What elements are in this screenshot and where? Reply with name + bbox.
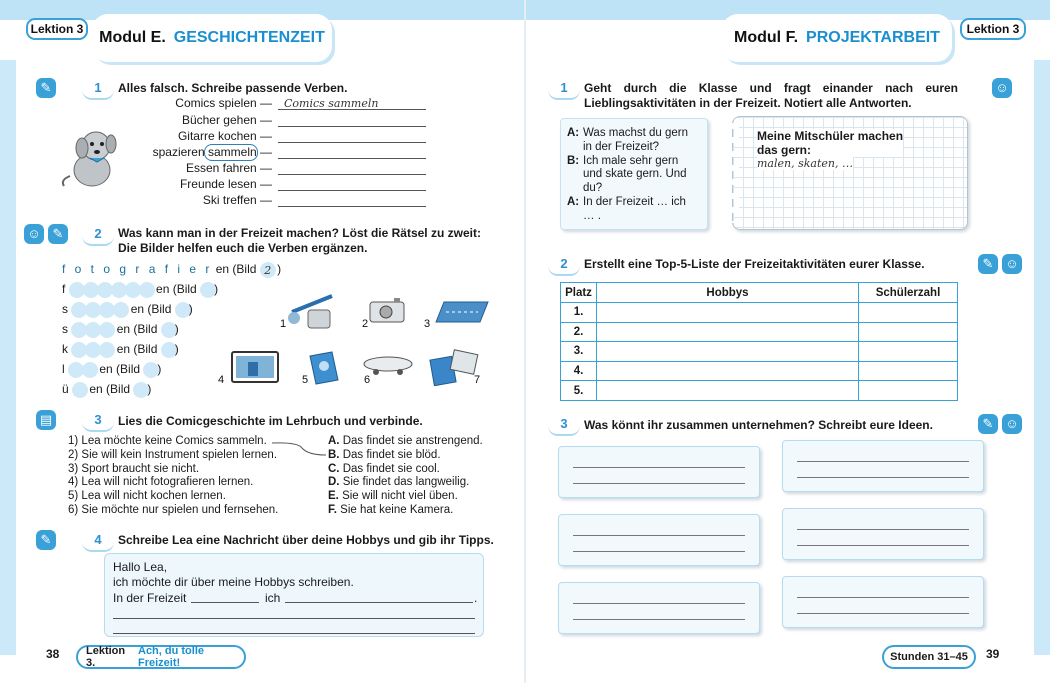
idea-note[interactable] [558,446,760,498]
list-item: 2) Sie will kein Instrument spielen lernen. [68,448,278,461]
task-instruction: Was kann man in der Freizeit machen? Löst die Rätsel zu zweit: [118,226,481,240]
task-number: 3 [86,410,110,430]
list-item: B. Das findet sie blöd. [328,448,441,461]
idea-note[interactable] [782,576,984,628]
puzzle-example: f o t o g r a f i e r en (Bild 2 ) [62,262,282,277]
idea-note[interactable] [782,508,984,560]
table-header: Platz [561,283,597,303]
list-item: E. Sie will nicht viel üben. [328,490,458,503]
message-box[interactable] [104,553,484,637]
task-number: 3 [552,414,576,434]
puzzle-row[interactable]: ü en (Bild ) [62,382,152,397]
picture-number: 1 [280,318,287,330]
table-row[interactable]: 2. [561,322,958,342]
idea-note[interactable] [558,514,760,566]
idea-note[interactable] [782,440,984,492]
picture-number: 3 [424,318,431,330]
dialog-line: … . [583,209,601,222]
ski-picture [432,298,490,328]
picture-number: 5 [302,374,309,386]
picture-number: 7 [474,374,481,386]
camera-picture [368,296,408,324]
cooking-picture [282,292,342,336]
dialog-line: du? [583,182,603,195]
list-item: Essen fahren — [185,161,272,175]
task-number: 1 [86,78,110,98]
task-number: 2 [86,224,110,244]
blank-line[interactable] [113,633,475,634]
task3-left-list [68,435,278,518]
table-row[interactable]: 4. [561,361,958,381]
message-greeting: Hallo Lea, [113,560,168,574]
message-period: . [474,591,478,605]
page-gutter [524,0,526,683]
book-picture [304,350,344,386]
answer-field[interactable] [278,177,426,191]
notebook-title: Meine Mitschüler machen das gern: [757,129,904,157]
task-instruction: Geht durch die Klasse und fragt einander nach euren [584,81,958,95]
blank-field[interactable] [191,602,259,603]
task-number: 4 [86,530,110,550]
answer-field[interactable] [278,161,426,175]
list-item: 3) Sport braucht sie nicht. [68,462,200,475]
dialog-line: B: Ich male sehr gern [567,154,679,167]
blank-line[interactable] [113,618,475,619]
group-icon: ☺ [1002,414,1022,434]
footer-left: Lektion 3. Ach, du tolle Freizeit! [76,645,246,669]
task-instruction: Lies die Comicgeschichte im Lehrbuch und verbinde. [118,414,423,428]
modul-header-left [92,14,332,62]
list-item: Bücher gehen — [181,113,272,127]
task-number: 2 [552,254,576,274]
pencil-icon: ✎ [48,224,68,244]
task3-right-list [328,435,483,518]
modul-prefix: Modul F. [734,29,799,46]
picture-number: 6 [364,374,371,386]
task-instruction: Die Bilder helfen euch die Verben ergänzen. [118,241,368,255]
table-header: Hobbys [597,283,859,303]
puzzle-row[interactable]: s en (Bild ) [62,302,193,317]
notebook-rings [727,123,739,223]
group-icon: ☺ [992,78,1012,98]
list-item: Freunde lesen — [179,177,272,191]
answer-field[interactable] [278,113,426,127]
page-number: 38 [46,647,60,661]
dialog-line: in der Freizeit? [583,140,660,153]
group-icon: ☺ [1002,254,1022,274]
list-item: A. Das findet sie anstrengend. [328,435,483,447]
list-item: Ski treffen — [202,193,272,207]
table-header: Schülerzahl [859,283,958,303]
picture-number: 2 [362,318,369,330]
puzzle-row[interactable]: k en (Bild ) [62,342,179,357]
dialog-line: A: Was machst du gern [567,127,689,139]
lektion-tab-left: Lektion 3 [26,18,88,40]
book-icon: ▤ [36,410,56,430]
dialog-line: A: In der Freizeit … ich [567,195,686,208]
pencil-icon: ✎ [36,530,56,550]
tv-picture [230,350,280,386]
task-number: 1 [552,78,576,98]
list-item: 5) Lea will nicht kochen lernen. [68,490,226,503]
notebook-card[interactable] [732,116,968,230]
answer-field[interactable] [278,145,426,159]
list-item: 1) Lea möchte keine Comics sammeln. [68,435,267,447]
message-line: In der Freizeit [113,591,187,605]
pencil-icon: ✎ [978,414,998,434]
task-instruction: Erstellt eine Top-5-Liste der Freizeitaktivitäten eurer Klasse. [584,257,925,271]
list-item: 4) Lea will nicht fotografieren lernen. [68,476,254,489]
list-item: Gitarre kochen — [177,129,272,143]
message-word: ich [265,591,281,605]
modul-title: PROJEKTARBEIT [806,29,940,46]
message-line: ich möchte dir über meine Hobbys schreiben. [113,575,354,589]
picture-number: 4 [218,374,225,386]
list-item: C. Das findet sie cool. [328,462,440,475]
modul-prefix: Modul E. [99,29,166,46]
answer-field[interactable] [278,193,426,207]
side-strip-right [1034,60,1050,655]
puzzle-row[interactable]: f en (Bild ) [62,282,219,297]
answer-field[interactable] [278,129,426,143]
table-row[interactable]: 1. [561,303,958,323]
task-instruction: Lieblingsaktivitäten in der Freizeit. Notiert alle Antworten. [584,96,912,110]
puzzle-row[interactable]: s en (Bild ) [62,322,179,337]
top5-table[interactable] [560,282,958,401]
notebook-handwriting: malen, skaten, … [757,157,853,170]
puzzle-row[interactable]: l en (Bild ) [62,362,162,377]
lektion-tab-right: Lektion 3 [960,18,1026,40]
footer-right: Stunden 31–45 [882,645,976,669]
blank-field[interactable] [285,602,473,603]
group-icon: ☺ [24,224,44,244]
dialog-card [560,118,708,230]
list-item: 6) Sie möchte nur spielen und fernsehen. [68,503,279,516]
page-number: 39 [986,647,1000,661]
task-instruction: Schreibe Lea eine Nachricht über deine Hobbys und gib ihr Tipps. [118,533,494,547]
table-row[interactable]: 5. [561,381,958,401]
pencil-icon: ✎ [36,78,56,98]
list-item: spazieren sammeln — [152,145,272,159]
task-instruction: Alles falsch. Schreibe passende Verben. [118,81,348,95]
dialog-line: und skate gern. Und [583,168,687,181]
task-instruction: Was könnt ihr zusammen unternehmen? Schreibt eure Ideen. [584,418,933,432]
list-item: D. Sie findet das langweilig. [328,476,470,489]
side-strip-left [0,60,16,655]
modul-title: GESCHICHTENZEIT [173,29,325,46]
example-circle [204,144,258,161]
dog-illustration [56,126,126,190]
list-item: F. Sie hat keine Kamera. [328,503,454,516]
idea-note[interactable] [558,582,760,634]
pencil-icon: ✎ [978,254,998,274]
modul-header-right [722,14,952,62]
table-row[interactable]: 3. [561,342,958,362]
list-item: Comics spielen — [175,96,272,110]
answer-field[interactable]: Comics sammeln [278,96,426,110]
example-connector-line [268,438,330,460]
